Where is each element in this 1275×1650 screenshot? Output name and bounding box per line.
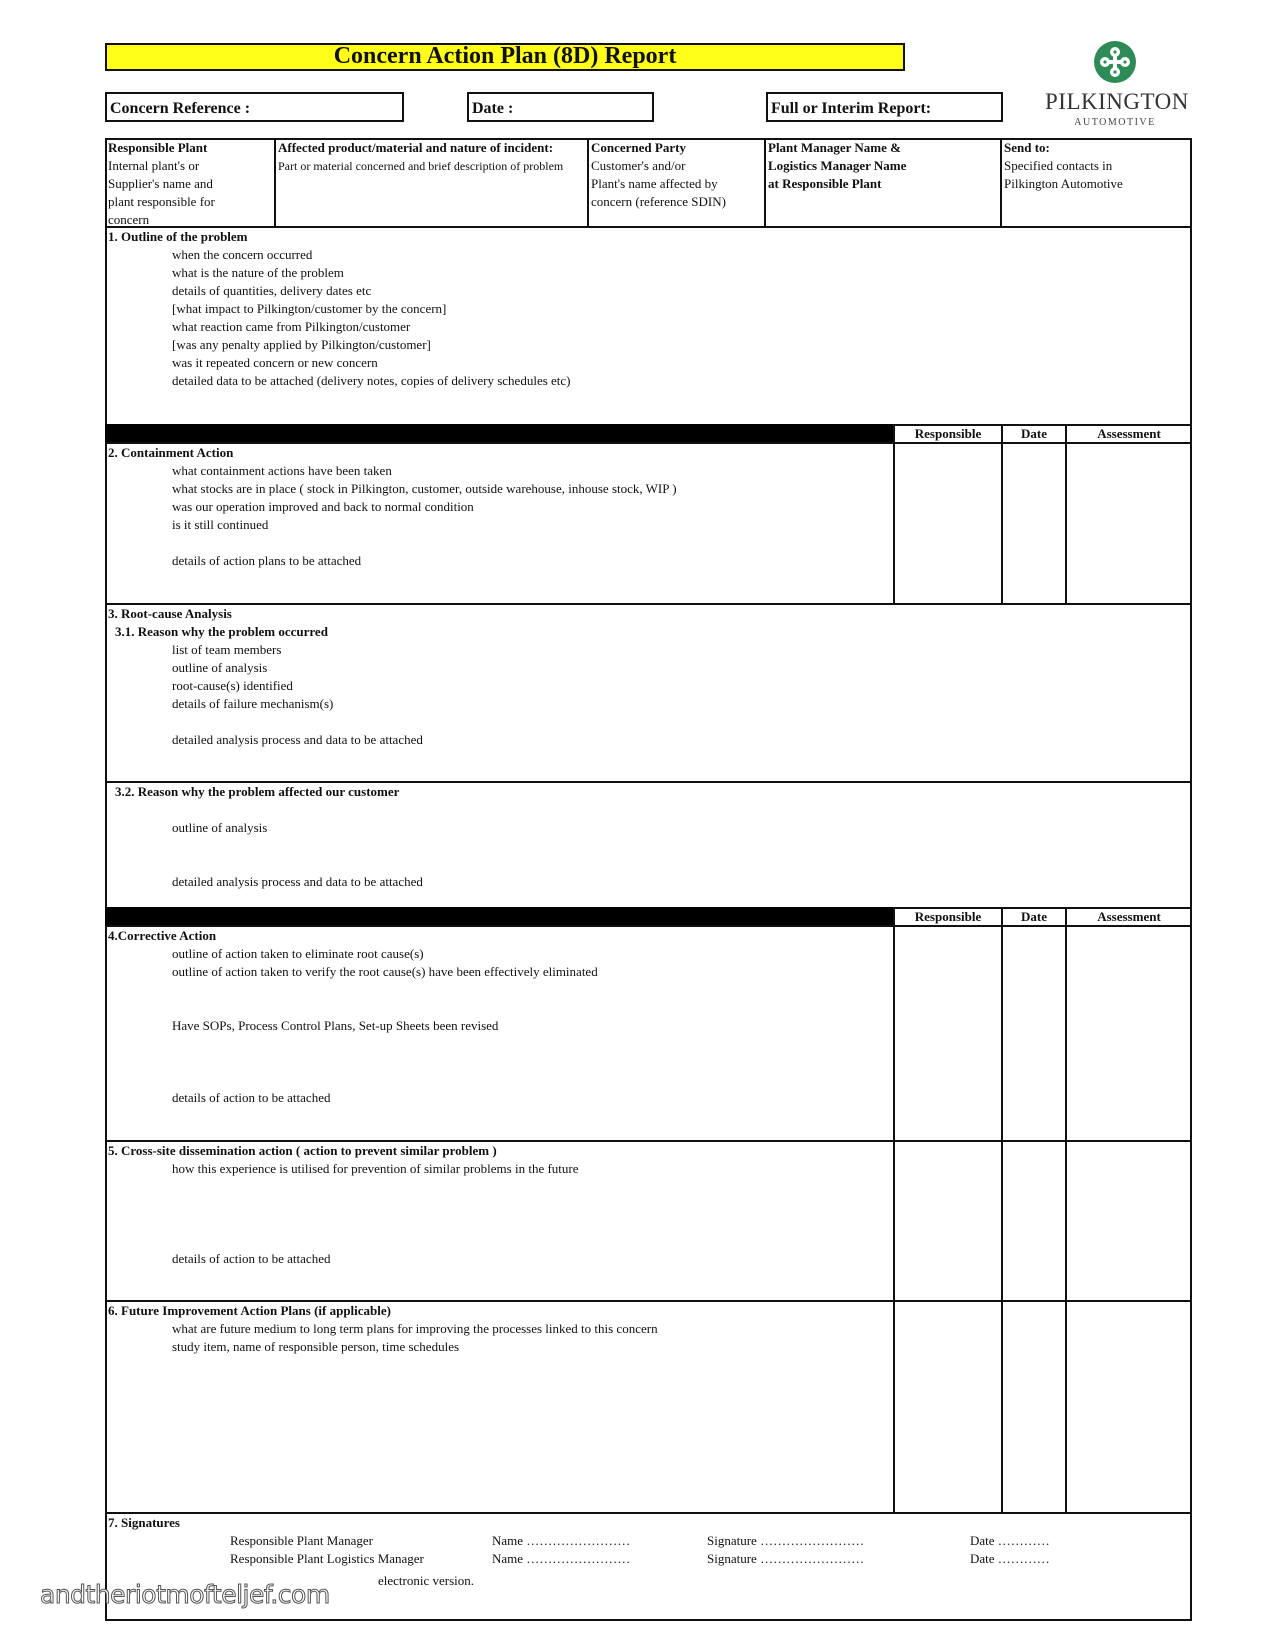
- section-3-title: 3. Root-cause Analysis: [108, 606, 232, 621]
- date-column-header: Date: [1021, 426, 1047, 441]
- section-2-title: 2. Containment Action: [108, 445, 234, 460]
- section-line: what containment actions have been taken: [172, 463, 392, 478]
- divider: [893, 907, 1192, 909]
- cell-line: Customer's and/or: [591, 158, 686, 173]
- section-line: was our operation improved and back to normal condition: [172, 499, 474, 514]
- assessment-column-header: Assessment: [1097, 909, 1161, 924]
- section-7-title: 7. Signatures: [108, 1515, 180, 1530]
- send-to-cell: [1004, 139, 1189, 193]
- section-line: details of quantities, delivery dates etc: [172, 283, 372, 298]
- section-line: [what impact to Pilkington/customer by the concern]: [172, 301, 447, 316]
- section-line: what is the nature of the problem: [172, 265, 344, 280]
- section-3-1-title: 3.1. Reason why the problem occurred: [115, 624, 328, 639]
- logo-name: PILKINGTON: [1045, 89, 1189, 114]
- cell-line: Supplier's name and: [108, 176, 213, 191]
- footer-note: electronic version.: [378, 1573, 475, 1588]
- section-line: was it repeated concern or new concern: [172, 355, 378, 370]
- section-line: study item, name of responsible person, time schedules: [172, 1339, 460, 1354]
- section-4-lines: [172, 945, 598, 1107]
- section-line: details of action to be attached: [172, 1251, 331, 1266]
- cell-line: concern (reference SDIN): [591, 194, 726, 209]
- divider: [1065, 907, 1067, 1514]
- section-line: details of failure mechanism(s): [172, 696, 334, 711]
- logo-subtitle: AUTOMOTIVE: [1074, 117, 1156, 128]
- section-line: outline of analysis: [172, 660, 268, 675]
- signature-date-field[interactable]: Date …………: [970, 1533, 1050, 1548]
- divider: [1065, 424, 1067, 604]
- section-5-title: 5. Cross-site dissemination action ( action to prevent similar problem ): [108, 1143, 497, 1158]
- section-line: root-cause(s) identified: [172, 678, 293, 693]
- section-6-title: 6. Future Improvement Action Plans (if applicable): [108, 1303, 391, 1318]
- pilkington-cross-icon: [1093, 40, 1137, 84]
- section-line: outline of analysis: [172, 820, 268, 835]
- section-line: list of team members: [172, 642, 282, 657]
- section-line: details of action plans to be attached: [172, 553, 362, 568]
- cell-line: Part or material concerned and brief description of problem: [278, 159, 564, 173]
- section-line: what are future medium to long term plans for improving the processes linked to this concern: [172, 1321, 658, 1336]
- section-line: what stocks are in place ( stock in Pilkington, customer, outside warehouse, inhouse stock, WIP ): [172, 481, 677, 496]
- cell-line: Logistics Manager Name: [768, 158, 907, 173]
- section-line: is it still continued: [172, 517, 269, 532]
- assessment-column-header: Assessment: [1097, 426, 1161, 441]
- divider: [1001, 424, 1003, 604]
- divider: [105, 925, 1192, 927]
- signature-role: Responsible Plant Manager: [230, 1533, 373, 1548]
- section-separator-bar: [105, 424, 893, 443]
- section-line: details of action to be attached: [172, 1090, 331, 1105]
- section-line: outline of action taken to eliminate root cause(s): [172, 946, 424, 961]
- plant-manager-cell: [768, 139, 998, 193]
- signature-field[interactable]: Signature ……………………: [707, 1533, 865, 1548]
- concern-reference-field[interactable]: Concern Reference :: [105, 92, 404, 122]
- section-1-title: 1. Outline of the problem: [108, 229, 248, 244]
- responsible-column-header: Responsible: [914, 909, 982, 924]
- divider: [274, 138, 276, 228]
- divider: [1001, 907, 1003, 1514]
- cell-line: Plant's name affected by: [591, 176, 718, 191]
- section-line: outline of action taken to verify the root cause(s) have been effectively eliminated: [172, 964, 598, 979]
- company-logo: [1045, 40, 1189, 128]
- section-line: [was any penalty applied by Pilkington/customer]: [172, 337, 431, 352]
- divider: [893, 907, 895, 1514]
- date-column-header: Date: [1021, 909, 1047, 924]
- section-line: Have SOPs, Process Control Plans, Set-up Sheets been revised: [172, 1018, 499, 1033]
- signature-field[interactable]: Signature ……………………: [707, 1551, 865, 1566]
- signature-date-field[interactable]: Date …………: [970, 1551, 1050, 1566]
- cell-line: Specified contacts in: [1004, 158, 1113, 173]
- section-line: what reaction came from Pilkington/customer: [172, 319, 411, 334]
- section-line: detailed analysis process and data to be attached: [172, 732, 423, 747]
- section-4-title: 4.Corrective Action: [108, 928, 217, 943]
- cell-head: Concerned Party: [591, 140, 686, 155]
- section-line: detailed data to be attached (delivery notes, copies of delivery schedules etc): [172, 373, 571, 388]
- cell-line: concern: [108, 212, 150, 227]
- cell-line: at Responsible Plant: [768, 176, 882, 191]
- divider: [893, 424, 1192, 426]
- responsible-plant-cell: [108, 139, 273, 229]
- section-1-lines: [172, 246, 571, 390]
- divider: [1000, 138, 1002, 228]
- cell-head: Responsible Plant: [108, 140, 208, 155]
- signature-name-field[interactable]: Name ……………………: [492, 1551, 631, 1566]
- section-line: when the concern occurred: [172, 247, 313, 262]
- signature-name-field[interactable]: Name ……………………: [492, 1533, 631, 1548]
- divider: [764, 138, 766, 228]
- section-3-2-lines: [172, 819, 423, 891]
- concerned-party-cell: [591, 139, 763, 211]
- cell-line: plant responsible for: [108, 194, 215, 209]
- divider: [105, 1512, 1192, 1514]
- report-type-field[interactable]: Full or Interim Report:: [766, 92, 1003, 122]
- signature-role: Responsible Plant Logistics Manager: [230, 1551, 424, 1566]
- responsible-column-header: Responsible: [914, 426, 982, 441]
- section-6-lines: [172, 1320, 658, 1356]
- cell-head: Send to:: [1004, 140, 1050, 155]
- section-separator-bar: [105, 907, 893, 926]
- divider: [893, 424, 895, 604]
- affected-product-cell: [278, 139, 588, 175]
- section-line: detailed analysis process and data to be attached: [172, 874, 423, 889]
- cell-line: Internal plant's or: [108, 158, 200, 173]
- section-5-lines: [172, 1160, 579, 1268]
- cell-line: Pilkington Automotive: [1004, 176, 1123, 191]
- section-line: how this experience is utilised for prevention of similar problems in the future: [172, 1161, 579, 1176]
- divider: [105, 603, 1192, 605]
- cell-line: Plant Manager Name &: [768, 140, 901, 155]
- section-3-2-title: 3.2. Reason why the problem affected our customer: [115, 784, 400, 799]
- cell-head: Affected product/material and nature of incident:: [278, 140, 554, 155]
- section-2-lines: [172, 462, 677, 570]
- divider: [105, 442, 1192, 444]
- date-field[interactable]: Date :: [467, 92, 654, 122]
- report-title: Concern Action Plan (8D) Report: [105, 43, 905, 71]
- section-3-1-lines: [172, 641, 423, 749]
- watermark-text: andtheriotmofteljef.com: [40, 1580, 330, 1609]
